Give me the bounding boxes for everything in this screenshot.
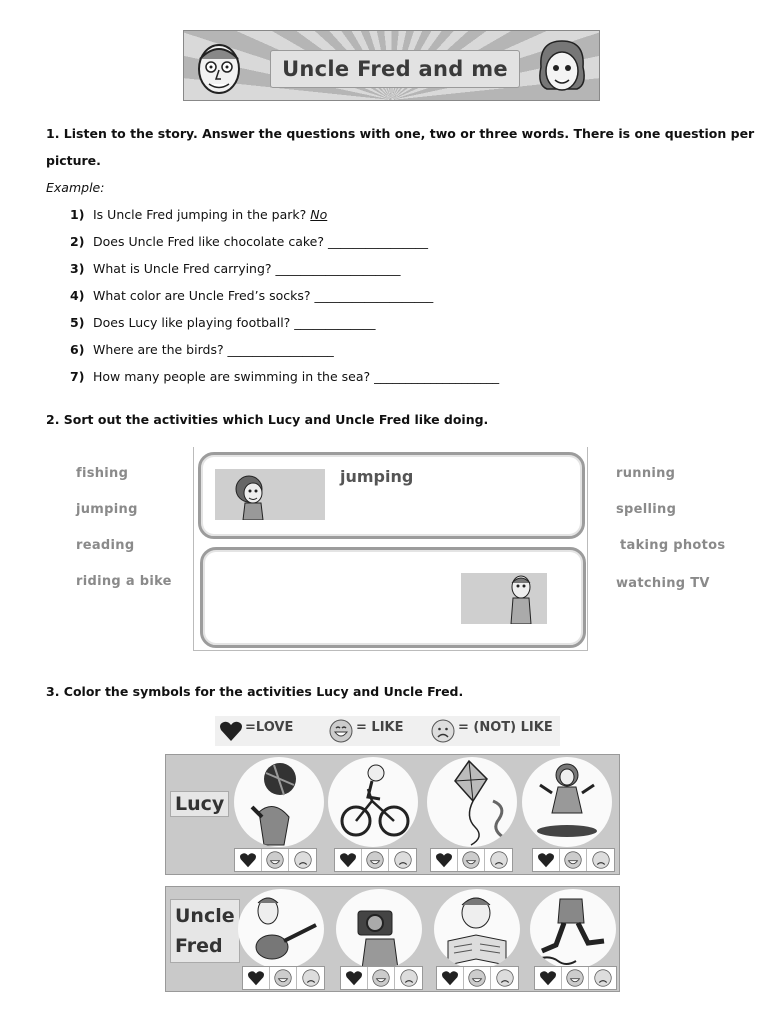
sad-face-icon[interactable] [485,849,512,871]
smiley-icon[interactable] [270,967,297,989]
heart-icon[interactable] [533,849,560,871]
sad-face-icon[interactable] [395,967,422,989]
bike-icon [328,757,418,847]
activity-word-reading[interactable]: reading [76,538,135,553]
activity-word-fishing[interactable]: fishing [76,466,129,481]
lucy-sort-picture [215,469,325,520]
question-2[interactable]: Does Uncle Fred like chocolate cake? ________________ [93,234,428,249]
uncle-fred-figure-icon [461,573,547,624]
fred-symbol-row-3 [436,966,519,990]
sad-face-icon[interactable] [491,967,518,989]
activity-word-running[interactable]: running [616,466,676,481]
section1-heading: 1. Listen to the story. Answer the questions with one, two or three words. There is one question per [46,126,755,141]
activity-word-jumping[interactable]: jumping [76,502,138,517]
sorted-example-word: jumping [340,467,414,486]
running-legs-icon [530,889,616,969]
activity-word-taking-photos[interactable]: taking photos [620,538,726,553]
question-3[interactable]: What is Uncle Fred carrying? ____________________ [93,261,401,276]
lucy-symbol-row-4 [532,848,615,872]
question-5[interactable]: Does Lucy like playing football? _____________ [93,315,376,330]
legend-like: = LIKE [356,720,404,735]
fred-label-line2: Fred [175,935,223,957]
smiley-icon[interactable] [464,967,491,989]
section1-heading-cont: picture. [46,153,101,168]
question-number: 3) [70,261,85,276]
activity-word-riding-a-bike[interactable]: riding a bike [76,574,172,589]
fred-label [170,899,240,963]
smiley-icon [329,719,353,743]
fred-sort-picture [461,573,547,624]
guitar-icon [238,889,324,969]
heart-icon [219,720,243,742]
fred-symbol-row-2 [340,966,423,990]
example-label: Example: [46,180,105,195]
sad-face-icon[interactable] [297,967,324,989]
heart-icon[interactable] [341,967,368,989]
lucy-activity-kite [427,757,517,847]
header-banner [183,30,600,101]
kite-icon [427,757,517,847]
banner-title-box [270,50,520,88]
sad-face-icon[interactable] [389,849,416,871]
sad-face-icon[interactable] [587,849,614,871]
heart-icon[interactable] [437,967,464,989]
fred-activity-guitar [238,889,324,969]
lucy-symbol-row-3 [430,848,513,872]
activity-word-spelling[interactable]: spelling [616,502,677,517]
heart-icon[interactable] [431,849,458,871]
smiley-icon[interactable] [458,849,485,871]
heart-icon[interactable] [235,849,262,871]
heart-icon[interactable] [335,849,362,871]
lucy-activity-strip [165,754,620,875]
lucy-symbol-row-2 [334,848,417,872]
sad-face-icon [431,719,455,743]
lucy-figure-icon [215,469,325,520]
smiley-icon[interactable] [362,849,389,871]
camera-icon [336,889,422,969]
question-number: 2) [70,234,85,249]
question-1 [93,207,327,222]
legend-not-like: = (NOT) LIKE [458,720,553,735]
question-number: 4) [70,288,85,303]
fred-activity-reading [434,889,520,969]
smiley-icon[interactable] [262,849,289,871]
smiley-icon[interactable] [368,967,395,989]
question-text: Is Uncle Fred jumping in the park? [93,207,307,222]
fred-symbol-row-4 [534,966,617,990]
fred-activity-running [530,889,616,969]
uncle-fred-face-icon [190,37,248,99]
smiley-icon[interactable] [562,967,589,989]
fred-symbol-row-1 [242,966,325,990]
heart-icon[interactable] [243,967,270,989]
question-4[interactable]: What color are Uncle Fred’s socks? ___________________ [93,288,434,303]
lucy-activity-trampoline [522,757,612,847]
banner-title: Uncle Fred and me [282,57,508,81]
symbol-legend [215,716,560,746]
question-7[interactable]: How many people are swimming in the sea? ____________________ [93,369,500,384]
smiley-icon[interactable] [560,849,587,871]
lucy-face-icon [533,37,591,99]
football-player-icon [234,757,324,847]
question-number: 6) [70,342,85,357]
sad-face-icon[interactable] [289,849,316,871]
lucy-symbol-row-1 [234,848,317,872]
section2-heading: 2. Sort out the activities which Lucy and Uncle Fred like doing. [46,412,489,427]
lucy-activity-cycling [328,757,418,847]
heart-icon[interactable] [535,967,562,989]
legend-love: =LOVE [245,720,294,735]
lucy-activity-football [234,757,324,847]
trampoline-girl-icon [522,757,612,847]
newspaper-icon [434,889,520,969]
fred-activity-strip [165,886,620,992]
question-6[interactable]: Where are the birds? _________________ [93,342,334,357]
example-answer: No [310,207,328,222]
question-number: 7) [70,369,85,384]
question-number: 5) [70,315,85,330]
fred-label-line1: Uncle [175,905,235,927]
lucy-label: Lucy [170,791,229,817]
activity-word-watching-tv[interactable]: watching TV [616,576,710,591]
sad-face-icon[interactable] [589,967,616,989]
question-number: 1) [70,207,85,222]
fred-activity-photos [336,889,422,969]
section3-heading: 3. Color the symbols for the activities Lucy and Uncle Fred. [46,684,464,699]
